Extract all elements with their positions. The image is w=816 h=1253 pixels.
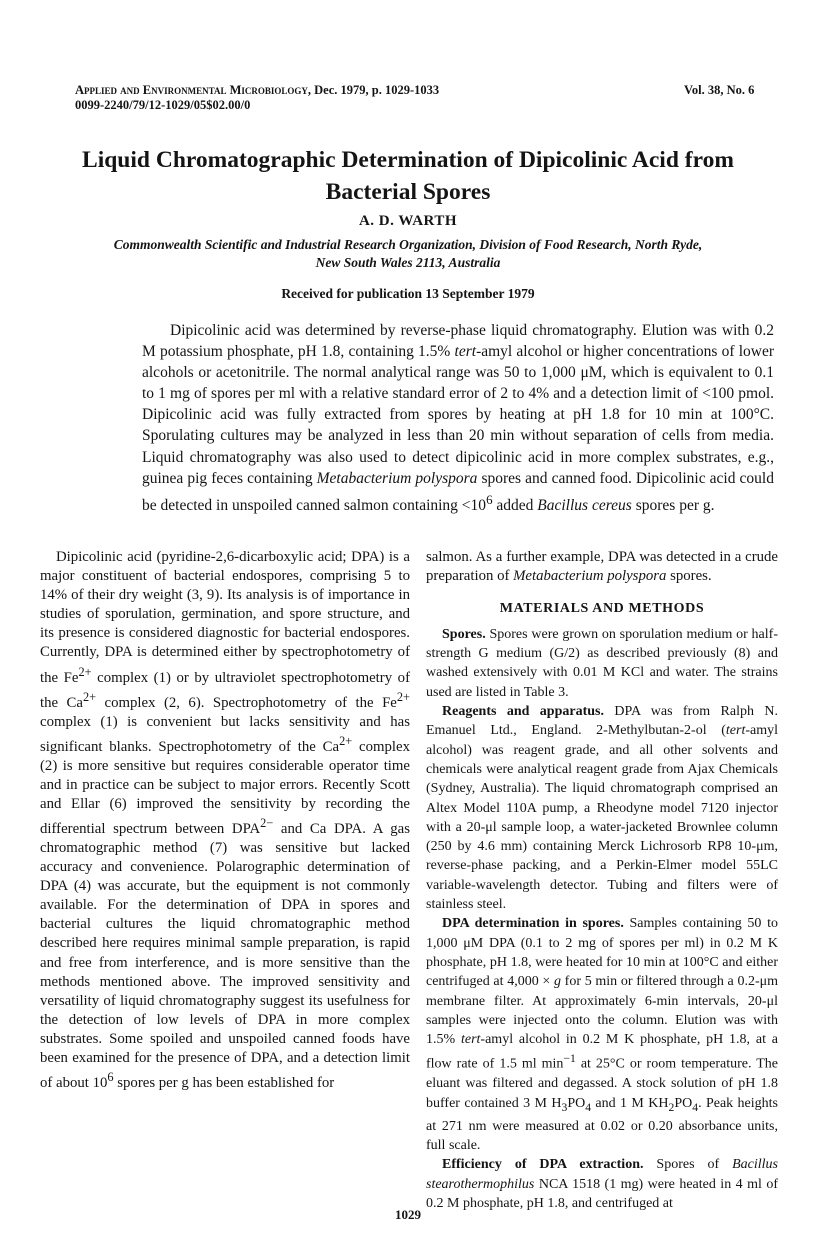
spores-paragraph: Spores. Spores were grown on sporulation medium or half-strength G medium (G/2) as described previously (8) and washed extensively with 0.01 M KCl and water. The strains used are listed in Table 3. <box>426 626 778 700</box>
right-column <box>426 548 778 1213</box>
dpa-determination-paragraph: DPA determination in spores. Samples containing 50 to 1,000 μM DPA (0.1 to 2 mg of spores per ml) in 0.2 M K phosphate, pH 1.8, were heated for 10 min at 100°C and either centrifuged at 4,000 × g for 5 min or filtered through a 0.2-μm membrane filter. At approximately 6-min intervals, 20-μl samples were injected onto the column. Elution was with 1.5% tert-amyl alcohol in 0.2 M K phosphate, pH 1.8, at a flow rate of 1.5 ml $\min^{-1}$ at 25°C or room temperature. The eluant was filtered and degassed. A stock solution of pH 1.8 buffer contained 3 M $H_3PO_4$ and 1 M $KH_2PO_4$. Peak heights at 271 nm were measured at 0.02 or 0.20 absorbance units, full scale. <box>426 916 778 1154</box>
article-title: Liquid Chromatographic Determination of Dipicolinic Acid from Bacterial Spores <box>82 147 734 205</box>
affiliation: Commonwealth Scientific and Industrial Research Organization, Division of Food Research, North Ryde, New South Wales 2113, Australia <box>113 237 703 270</box>
efficiency-paragraph: Efficiency of DPA extraction. Spores of Bacillus stearothermophilus NCA 1518 (1 mg) were heated in 4 ml of 0.2 M phosphate, pH 1.8, and centrifuged at <box>426 1157 778 1211</box>
methods-heading: MATERIALS AND METHODS <box>499 600 705 616</box>
introduction-continued: salmon. As a further example, DPA was detected in a crude preparation of Metabacterium polyspora spores. <box>426 549 778 585</box>
journal-citation: Applied and Environmental Microbiology, Dec. 1979, p. 1029-1033 <box>75 83 440 97</box>
introduction-left-column: Dipicolinic acid (pyridine-2,6-dicarboxylic acid; DPA) is a major constituent of bacterial endospores, comprising 5 to 14% of their dry weight (3, 9). Its analysis is of importance in studies of sporulation, germination, and spore structure, and its presence is considered diagnostic for bacterial endospores. Currently, DPA is determined either by spectrophotometry of the $Fe^{2+}$ complex (1) or by ultraviolet spectrophotometry of the $Ca^{2+}$ complex (2, 6). Spectrophotometry of the $Fe^{2+}$ complex (1) is convenient but lacks sensitivity and has significant blanks. Spectrophotometry of the $Ca^{2+}$ complex (2) is more sensitive but requires considerable operator time and in practice can be subject to major errors. Recently Scott and Ellar (6) improved the sensitivity by recording the differential spectrum between $DPA^{2-}$ and Ca DPA. A gas chromatographic method (7) was sensitive but lacked accuracy and convenience. Polarographic determination of DPA (4) was accurate, but the equipment is not commonly available. For the determination of DPA in spores and bacterial cultures the liquid chromatographic method described here requires minimal sample preparation, is rapid and free from interference, and is more sensitive than the methods mentioned above. The improved sensitivity and versatility of liquid chromatography suggest its usefulness for the detection of low levels of DPA in more complex substrates. Some spoiled and unspoiled canned foods have been examined for the presence of DPA, and a detection limit of about $10^6$ spores per g has been established for <box>40 549 410 1092</box>
volume-info: Vol. 38, No. 6 <box>684 83 755 97</box>
abstract: Dipicolinic acid was determined by reverse-phase liquid chromatography. Elution was with 0.2 M potassium phosphate, pH 1.8, containing 1.5% tert-amyl alcohol or higher concentrations of lower alcohols or acetonitrile. The normal analytical range was 50 to 1,000 μM, which is equivalent to 0.1 to 1 mg of spores per ml with a relative standard error of 2 to 4% and a detection limit of <100 pmol. Dipicolinic acid was fully extracted from spores by heating at pH 1.8 for 10 min at 100°C. Sporulating cultures may be analyzed in less than 20 min without separation of cells from media. Liquid chromatography was also used to detect dipicolinic acid in more complex substrates, e.g., guinea pig feces containing Metabacterium polyspora spores and canned food. Dipicolinic acid could be detected in unspoiled canned salmon containing $<10^6$ added Bacillus cereus spores per g. <box>142 322 774 514</box>
received-date: Received for publication 13 September 1979 <box>281 286 535 301</box>
page-number: 1029 <box>395 1207 421 1222</box>
reagents-paragraph: Reagents and apparatus. DPA was from Ralph N. Emanuel Ltd., England. 2-Methylbutan-2-ol (tert-amyl alcohol) was reagent grade, and all other solvents and chemicals were analytical reagent grade from Ajax Chemicals (Sydney, Australia). The liquid chromatograph comprised an Altex Model 110A pump, a Rheodyne model 7120 injector with a 20-μl sample loop, a water-jacketed Brownlee column (250 by 4.6 mm) containing Merck Lichrosorb RP8 10-μm, reverse-phase packing, and a Perkin-Elmer model 55LC variable-wavelength detector. Tubing and filters were of stainless steel. <box>426 704 778 913</box>
article-code: 0099-2240/79/12-1029/05$02.00/0 <box>75 98 251 112</box>
author-name: A. D. WARTH <box>358 213 458 229</box>
